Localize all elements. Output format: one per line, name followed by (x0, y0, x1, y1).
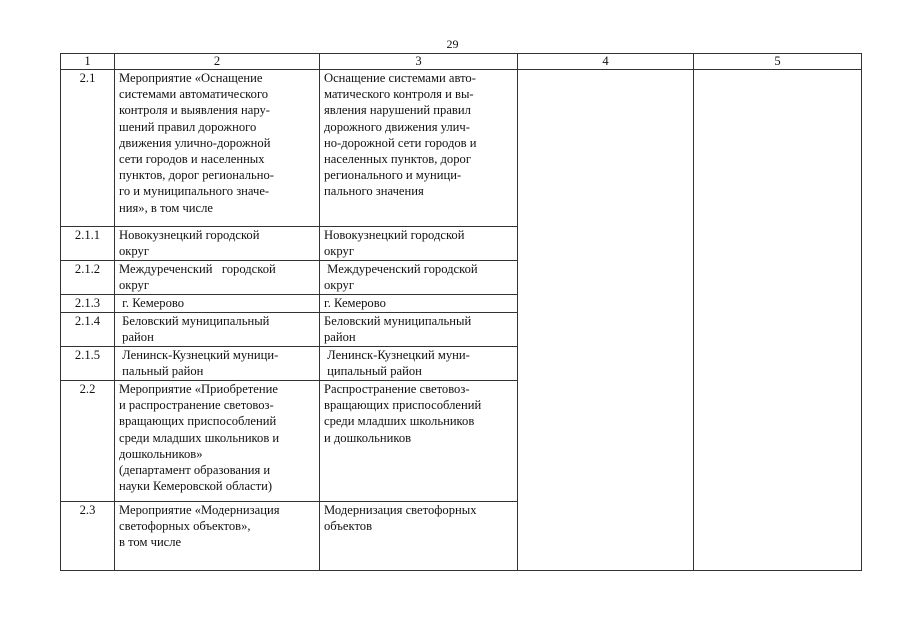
row-number: 2.1.5 (61, 347, 115, 381)
row-number: 2.1.1 (61, 227, 115, 261)
description-cell: Модернизация светофорных объектов (320, 502, 518, 571)
page-number: 29 (446, 37, 459, 51)
table-header-row (61, 54, 862, 70)
measure-cell: Беловский муниципальный район (115, 313, 320, 347)
description-cell: Ленинск-Кузнецкий муни- ципальный район (320, 347, 518, 381)
measure-cell: Новокузнецкий городской округ (115, 227, 320, 261)
row-number: 2.1.3 (61, 295, 115, 313)
col-4-cell (518, 70, 694, 571)
description-cell: Оснащение системами авто- матического контроля и вы- явления нарушений правил дорожного движения улич- но-дорожной сети городов и населенных пунктов, дорог регионального и муници- пального значения (320, 70, 518, 227)
measure-cell: Мероприятие «Приобретение и распространение световоз- вращающих приспособлений среди младших школьников и дошкольников» (департамент образования и науки Кемеровской области) (115, 381, 320, 502)
description-cell: Распространение световоз- вращающих приспособлений среди младших школьников и дошкольников (320, 381, 518, 502)
document-table (60, 53, 862, 571)
row-number: 2.2 (61, 381, 115, 502)
description-cell: Новокузнецкий городской округ (320, 227, 518, 261)
description-cell: Беловский муниципальный район (320, 313, 518, 347)
measure-cell: Мероприятие «Модернизация светофорных объектов», в том числе (115, 502, 320, 571)
row-number: 2.1 (61, 70, 115, 227)
description-cell: Междуреченский городской округ (320, 261, 518, 295)
header-col-4: 4 (518, 54, 694, 70)
measure-cell: Междуреченский городской округ (115, 261, 320, 295)
measure-cell: г. Кемерово (115, 295, 320, 313)
header-col-1: 1 (61, 54, 115, 70)
header-col-5: 5 (694, 54, 862, 70)
measure-cell: Мероприятие «Оснащение системами автоматического контроля и выявления нару- шений правил дорожного движения улично-дорожной сети городов и населенных пунктов, дорог регионально- го и муниципального значе- ния», в том числе (115, 70, 320, 227)
header-col-2: 2 (115, 54, 320, 70)
col-5-cell (694, 70, 862, 571)
row-number: 2.1.4 (61, 313, 115, 347)
measure-cell: Ленинск-Кузнецкий муници- пальный район (115, 347, 320, 381)
table-row (61, 70, 862, 227)
row-number: 2.3 (61, 502, 115, 571)
row-number: 2.1.2 (61, 261, 115, 295)
description-cell: г. Кемерово (320, 295, 518, 313)
header-col-3: 3 (320, 54, 518, 70)
